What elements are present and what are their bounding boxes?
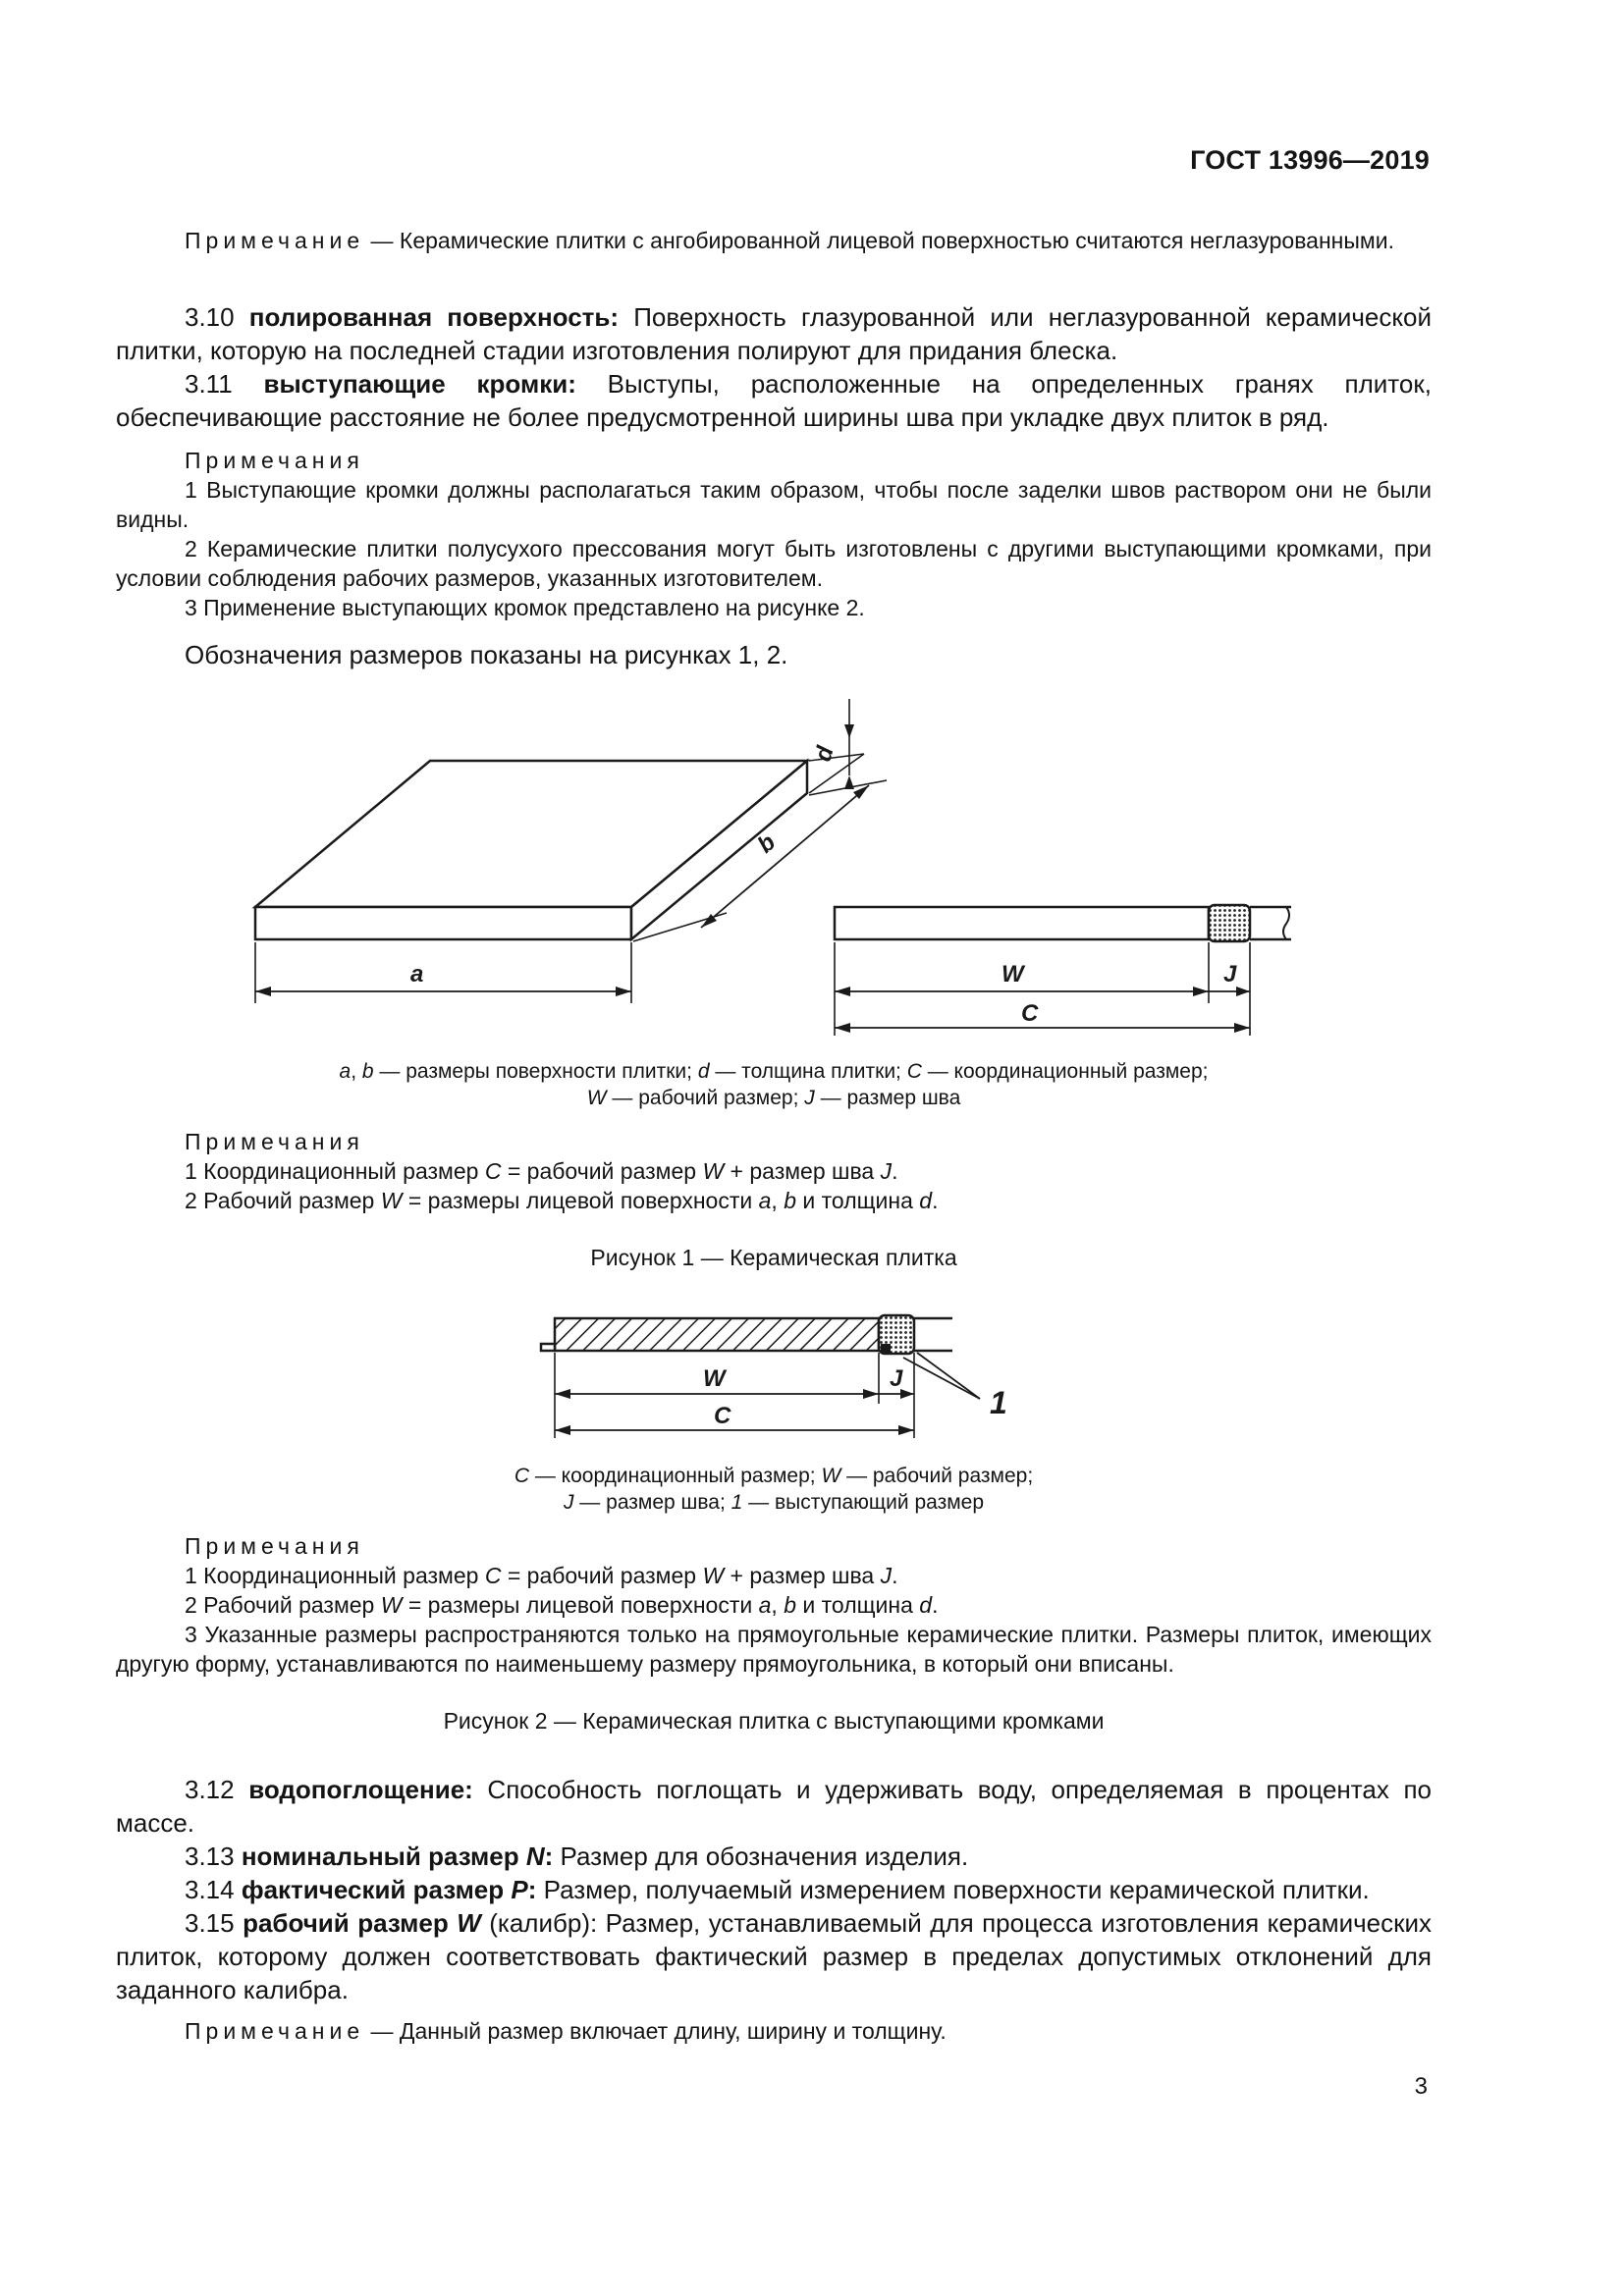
sym: b bbox=[784, 1188, 796, 1213]
term-3-10 bbox=[116, 300, 1432, 367]
note-text: — Данный размер включает длину, ширину и толщину. bbox=[364, 2018, 947, 2044]
side-view-tile bbox=[835, 907, 1209, 939]
sym: W bbox=[380, 1188, 403, 1213]
term-3-14 bbox=[116, 1873, 1432, 1906]
sym: W bbox=[586, 1087, 607, 1109]
legend-text: — выступающий размер bbox=[742, 1491, 985, 1514]
note-item bbox=[116, 1590, 1432, 1620]
term-symbol: P bbox=[511, 1875, 528, 1904]
label-a: a bbox=[410, 961, 424, 988]
document-header: ГОСТ 13996—2019 bbox=[1190, 145, 1430, 175]
sym: W bbox=[702, 1563, 725, 1588]
label-d: d bbox=[809, 743, 839, 765]
figure-1-drawing bbox=[0, 687, 1624, 1060]
note-angobe bbox=[116, 226, 1432, 255]
sym: b bbox=[784, 1592, 796, 1618]
legend-text: — размер шва; bbox=[573, 1491, 731, 1514]
note-item: 3 Применение выступающих кромок представлено на рисунке 2. bbox=[185, 595, 865, 620]
legend-text: — рабочий размер; bbox=[840, 1465, 1034, 1487]
note-item bbox=[116, 1561, 1432, 1590]
term-title: номинальный размер bbox=[241, 1842, 526, 1871]
notes-label: Примечания bbox=[185, 1533, 364, 1559]
term-symbol: W bbox=[457, 1908, 481, 1938]
note-item bbox=[116, 1186, 1432, 1215]
term-number: 3.11 bbox=[185, 369, 264, 399]
note-text: 1 Координационный размер bbox=[185, 1563, 485, 1588]
sym: W bbox=[702, 1158, 725, 1184]
term-3-13 bbox=[116, 1840, 1432, 1873]
term-title: : bbox=[527, 1875, 537, 1904]
sym: J bbox=[563, 1491, 574, 1514]
sym: d bbox=[919, 1188, 933, 1213]
note-text: и толщина bbox=[796, 1592, 920, 1618]
term-definition: Поверхность глазурованной или неглазурованной керамической плитки, которую на последней стадии изготовления полируют для придания блеска. bbox=[116, 302, 1432, 365]
figure-2-drawing bbox=[0, 1296, 1624, 1453]
note-text: + размер шва bbox=[724, 1158, 881, 1184]
joint-fill bbox=[1209, 905, 1250, 941]
note-text: 2 Рабочий размер bbox=[185, 1188, 381, 1213]
sym: d bbox=[697, 1060, 710, 1083]
legend-text: — рабочий размер; bbox=[606, 1087, 805, 1109]
term-definition: Размер, получаемый измерением поверхности керамической плитки. bbox=[536, 1875, 1370, 1904]
protruding-lug bbox=[541, 1344, 555, 1351]
term-symbol: N bbox=[525, 1842, 545, 1871]
term-definition: Способность поглощать и удерживать воду, определяемая в процентах по массе. bbox=[116, 1775, 1432, 1838]
sym: C bbox=[484, 1158, 502, 1184]
label-C: C bbox=[1021, 1000, 1039, 1027]
notes-3-11 bbox=[116, 446, 1432, 622]
term-title: выступающие кромки: bbox=[263, 369, 576, 399]
label-1: 1 bbox=[990, 1385, 1007, 1420]
note-item: 3 Указанные размеры распространяются только на прямоугольные керамические плитки. Размеры плиток, имеющих другую форму, устанавливаются по наименьшему размеру прямоугольника, в который они вписаны. bbox=[116, 1622, 1432, 1677]
term-3-12 bbox=[116, 1773, 1432, 1840]
sym: C bbox=[484, 1563, 502, 1588]
sym: a bbox=[758, 1592, 772, 1618]
sym: 1 bbox=[731, 1491, 743, 1514]
figure-1-caption: Рисунок 1 — Керамическая плитка bbox=[590, 1245, 957, 1270]
sym: W bbox=[821, 1465, 841, 1487]
page-number: 3 bbox=[1414, 2073, 1428, 2100]
sym: a bbox=[339, 1060, 352, 1083]
note-text: , bbox=[771, 1188, 785, 1213]
term-3-11 bbox=[116, 367, 1432, 434]
term-definition: Выступы, расположенные на определенных гранях плиток, обеспечивающие расстояние не более предусмотренной ширины шва при укладке двух плиток в ряд. bbox=[116, 369, 1432, 432]
note-text: = рабочий размер bbox=[501, 1158, 703, 1184]
note-text: — Керамические плитки с ангобированной лицевой поверхностью считаются неглазурованными. bbox=[364, 228, 1394, 253]
legend-text: — размеры поверхности плитки; bbox=[373, 1060, 698, 1083]
note-text: . bbox=[932, 1592, 939, 1618]
term-number: 3.10 bbox=[185, 302, 249, 332]
term-title: полированная поверхность: bbox=[248, 302, 620, 332]
note-item: 1 Выступающие кромки должны располагаться таким образом, чтобы после заделки швов раствором они не были видны. bbox=[116, 477, 1432, 532]
figure-2-caption: Рисунок 2 — Керамическая плитка с выступающими кромками bbox=[443, 1708, 1105, 1734]
sym: d bbox=[919, 1592, 933, 1618]
figure-2-notes bbox=[116, 1531, 1432, 1679]
figure-1-legend bbox=[116, 1058, 1432, 1111]
note-text: , bbox=[771, 1592, 785, 1618]
sym: b bbox=[361, 1060, 374, 1083]
sym: W bbox=[380, 1592, 403, 1618]
term-title: рабочий размер bbox=[243, 1908, 458, 1938]
label-W: W bbox=[703, 1365, 726, 1392]
label-C: C bbox=[714, 1403, 731, 1429]
term-definition: Размер для обозначения изделия. bbox=[553, 1842, 969, 1871]
note-text: 1 Координационный размер bbox=[185, 1158, 485, 1184]
note-text: . bbox=[892, 1158, 898, 1184]
term-number: 3.14 bbox=[185, 1875, 242, 1904]
note-item bbox=[116, 1156, 1432, 1186]
label-b: b bbox=[752, 828, 782, 859]
sym: C bbox=[906, 1060, 922, 1083]
label-J: J bbox=[890, 1365, 903, 1392]
term-title: : bbox=[544, 1842, 554, 1871]
dimensions-intro: Обозначения размеров показаны на рисунках 1, 2. bbox=[185, 640, 788, 669]
label-W: W bbox=[1001, 961, 1024, 988]
term-number: 3.15 bbox=[185, 1908, 244, 1938]
note-text: . bbox=[892, 1563, 898, 1588]
figure-1-notes bbox=[116, 1127, 1432, 1215]
sym: a bbox=[758, 1188, 772, 1213]
term-number: 3.12 bbox=[185, 1775, 249, 1804]
tile-front-face bbox=[255, 907, 631, 939]
term-title: водопоглощение: bbox=[248, 1775, 473, 1804]
note-text: и толщина bbox=[796, 1188, 920, 1213]
hatched-tile bbox=[555, 1318, 879, 1351]
note-text: 2 Рабочий размер bbox=[185, 1592, 381, 1618]
note-3-15 bbox=[116, 2016, 1432, 2046]
note-text: = рабочий размер bbox=[501, 1563, 703, 1588]
legend-text: — координационный размер; bbox=[529, 1465, 822, 1487]
term-number: 3.13 bbox=[185, 1842, 242, 1871]
notes-label: Примечания bbox=[185, 1129, 364, 1154]
note-item: 2 Керамические плитки полусухого прессования могут быть изготовлены с другими выступающими кромками, при условии соблюдения рабочих размеров, указанных изготовителем. bbox=[116, 536, 1432, 591]
figure-2-legend bbox=[116, 1463, 1432, 1516]
sym: J bbox=[880, 1563, 893, 1588]
term-definition: (калибр): Размер, устанавливаемый для процесса изготовления керамических плиток, которому должен соответствовать фактический размер в пределах допустимых отклонений для заданного калибра. bbox=[116, 1908, 1433, 2004]
term-3-15 bbox=[116, 1906, 1432, 2006]
term-title: фактический размер bbox=[241, 1875, 512, 1904]
legend-text: — размер шва bbox=[814, 1087, 961, 1109]
sym: J bbox=[880, 1158, 893, 1184]
note-text: . bbox=[932, 1188, 939, 1213]
sym: J bbox=[804, 1087, 815, 1109]
legend-text: — координационный размер; bbox=[921, 1060, 1209, 1083]
note-text: = размеры лицевой поверхности bbox=[402, 1592, 759, 1618]
label-J: J bbox=[1223, 961, 1237, 988]
note-text: = размеры лицевой поверхности bbox=[402, 1188, 759, 1213]
legend-text: , bbox=[351, 1060, 362, 1083]
legend-text: — толщина плитки; bbox=[709, 1060, 907, 1083]
sym: C bbox=[514, 1465, 530, 1487]
note-label: Примечание bbox=[185, 2018, 365, 2044]
notes-label: Примечания bbox=[185, 448, 364, 473]
note-label: Примечание bbox=[185, 228, 365, 253]
note-text: + размер шва bbox=[724, 1563, 881, 1588]
